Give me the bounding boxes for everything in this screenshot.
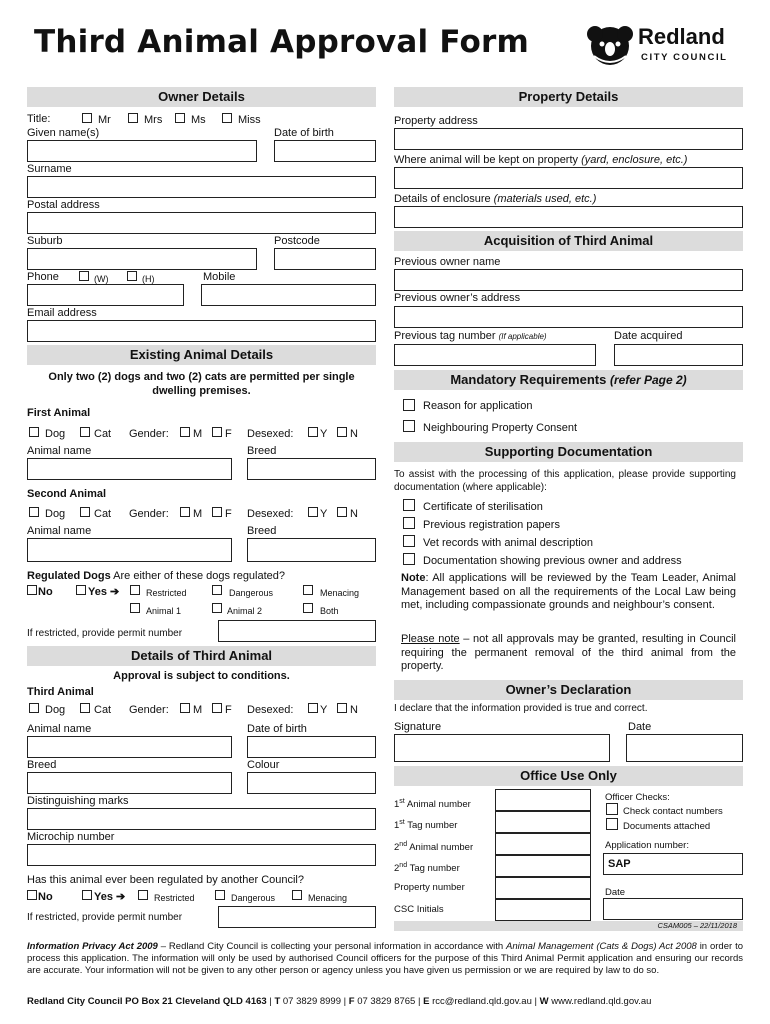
postcode-label: Postcode [274, 235, 320, 247]
regulated-animal1-checkbox[interactable] [130, 603, 140, 613]
privacy-text-1: – Redland City Council is collecting your personal information in accordance with [157, 941, 507, 952]
mandatory-heading [394, 370, 743, 390]
declaration-date-label: Date [628, 721, 652, 733]
third-gender-label: Gender: [129, 704, 169, 716]
title-ms-checkbox[interactable] [175, 113, 185, 123]
office-animal2-label [394, 838, 473, 854]
sap-field[interactable] [603, 853, 743, 875]
regulated-yes-label: Yes ➔ [88, 586, 120, 598]
existing-permit-label: If restricted, provide permit number [27, 628, 183, 639]
first-desexed-yes-checkbox[interactable] [308, 427, 318, 437]
second-female-checkbox[interactable] [212, 507, 222, 517]
date-acquired-field[interactable] [614, 344, 743, 366]
property-address-field[interactable] [394, 128, 743, 150]
second-dog-checkbox[interactable] [29, 507, 39, 517]
title-mrs-checkbox[interactable] [128, 113, 138, 123]
phone-field[interactable] [27, 284, 184, 306]
third-desexed-yes-label: Y [320, 704, 328, 716]
approval-note [401, 633, 736, 674]
prev-tag-label [394, 330, 547, 343]
office-animal2-field[interactable] [495, 833, 591, 855]
vet-records-checkbox[interactable] [403, 535, 415, 547]
third-dangerous-label: Dangerous [231, 893, 276, 903]
regulated-no-checkbox[interactable] [27, 585, 37, 595]
title-mrs-label: Mrs [144, 114, 163, 126]
owner-details-heading: Owner Details [27, 87, 376, 107]
third-colour-label: Colour [247, 759, 280, 771]
third-regulated-no-label: No [38, 891, 53, 903]
office-animal1-num: 1 [394, 799, 400, 811]
first-breed-label: Breed [247, 445, 277, 457]
second-animal-heading: Second Animal [27, 488, 107, 500]
third-colour-field[interactable] [247, 772, 376, 794]
third-restricted-checkbox[interactable] [138, 890, 148, 900]
existing-animal-heading: Existing Animal Details [27, 345, 376, 365]
office-date-field[interactable] [603, 898, 743, 920]
office-animal1-field[interactable] [495, 789, 591, 811]
officer-checks-label: Officer Checks: [605, 792, 670, 803]
office-animal1-sup: st [399, 798, 405, 805]
third-desexed-label: Desexed: [247, 704, 294, 716]
third-restricted-label: Restricted [154, 893, 195, 903]
regulated-animal2-label: Animal 2 [227, 606, 263, 616]
regulated-dogs-label: Regulated Dogs [27, 570, 111, 582]
third-male-checkbox[interactable] [180, 703, 190, 713]
regulated-dogs-text: Are either of these dogs regulated? [110, 570, 286, 582]
footer-fax-label: F [348, 996, 355, 1007]
third-animal-heading: Details of Third Animal [27, 646, 376, 666]
prev-tag-field[interactable] [394, 344, 596, 366]
regulated-menacing-checkbox[interactable] [303, 585, 313, 595]
first-gender-label: Gender: [129, 428, 169, 440]
prev-tag-label-text: Previous tag number [394, 330, 499, 342]
phone-home-label: (H) [142, 274, 155, 284]
email-label: Email address [27, 307, 97, 319]
second-desexed-yes-checkbox[interactable] [308, 507, 318, 517]
existing-animal-note: Only two (2) dogs and two (2) cats are permitted per single dwelling premises. [48, 371, 355, 397]
enclosure-label [394, 193, 596, 206]
sap-text: SAP [608, 858, 631, 870]
second-cat-label: Cat [94, 508, 112, 520]
contact-line [27, 996, 651, 1007]
second-desexed-label: Desexed: [247, 508, 294, 520]
mandatory-heading-text: Mandatory Requirements [450, 372, 610, 387]
neighbour-consent-checkbox[interactable] [403, 420, 415, 432]
neighbour-consent-label: Neighbouring Property Consent [423, 422, 578, 434]
office-animal2-num: 2 [394, 842, 400, 854]
third-breed-field[interactable] [27, 772, 232, 794]
third-breed-label: Breed [27, 759, 57, 771]
signature-field[interactable] [394, 734, 610, 762]
office-animal2-text: Animal number [409, 842, 474, 854]
enclosure-label-text: Details of enclosure [394, 193, 494, 205]
page-title: Third Animal Approval Form [34, 24, 529, 60]
regulated-animal1-label: Animal 1 [146, 606, 182, 616]
first-desexed-label: Desexed: [247, 428, 294, 440]
owner-dob-field[interactable] [274, 140, 376, 162]
regulated-both-checkbox[interactable] [303, 603, 313, 613]
first-desexed-yes-label: Y [320, 428, 328, 440]
review-note-label: Note [401, 572, 426, 584]
enclosure-field[interactable] [394, 206, 743, 228]
second-desexed-no-label: N [350, 508, 358, 520]
office-tag1-sup: st [399, 819, 405, 826]
declaration-text: I declare that the information provided is true and correct. [394, 703, 648, 714]
second-breed-field[interactable] [247, 538, 376, 562]
title-ms-label: Ms [191, 114, 206, 126]
second-breed-label: Breed [247, 525, 277, 537]
second-gender-label: Gender: [129, 508, 169, 520]
regulated-restricted-checkbox[interactable] [130, 585, 140, 595]
privacy-act-2: Animal Management (Cats & Dogs) Act 2008 [506, 941, 697, 952]
prev-owner-name-label: Previous owner name [394, 256, 501, 268]
office-animal2-sup: nd [399, 841, 408, 848]
third-dangerous-checkbox[interactable] [215, 890, 225, 900]
third-desexed-yes-checkbox[interactable] [308, 703, 318, 713]
regulated-dangerous-label: Dangerous [229, 588, 274, 598]
footer-email-label: E [423, 996, 430, 1007]
footer-sep-2: | [341, 996, 349, 1007]
footer-sep-1: | [266, 996, 275, 1007]
phone-label: Phone [27, 271, 59, 283]
mobile-label: Mobile [203, 271, 236, 283]
second-desexed-yes-label: Y [320, 508, 328, 520]
koala-logo-icon [586, 22, 634, 68]
third-male-label: M [193, 704, 203, 716]
postal-address-label: Postal address [27, 199, 100, 211]
reason-label: Reason for application [423, 400, 533, 412]
privacy-statement [27, 941, 743, 977]
footer-fax: 07 3829 8765 [354, 996, 416, 1007]
regulated-both-label: Both [320, 606, 339, 616]
owner-dob-label: Date of birth [274, 127, 334, 139]
first-female-label: F [225, 428, 232, 440]
office-tag2-label [394, 859, 460, 875]
review-note-text: : All applications will be reviewed by the Team Leader, Animal Management based on all the requirements of the Local Law being met, including compassionate grounds and neighbour’s consent. [401, 572, 736, 611]
documents-attached-label: Documents attached [623, 821, 711, 832]
sterilisation-label: Certificate of sterilisation [423, 501, 543, 513]
reason-checkbox[interactable] [403, 399, 415, 411]
second-male-label: M [193, 508, 203, 520]
email-field[interactable] [27, 320, 376, 342]
title-mr-label: Mr [98, 114, 111, 126]
prev-tag-label-hint: (If applicable) [498, 332, 547, 341]
footer-sep-4: | [531, 996, 540, 1007]
regulated-no-label: No [38, 586, 53, 598]
regulated-dangerous-checkbox[interactable] [212, 585, 222, 595]
office-csc-field[interactable] [495, 899, 591, 921]
form-code-bar [394, 921, 743, 931]
third-female-checkbox[interactable] [212, 703, 222, 713]
first-animal-name-label: Animal name [27, 445, 92, 457]
vet-records-label: Vet records with animal description [423, 537, 593, 549]
regulated-animal2-checkbox[interactable] [212, 603, 222, 613]
office-tag1-text: Tag number [407, 820, 458, 832]
kept-label-hint: (yard, enclosure, etc.) [581, 154, 688, 166]
second-animal-name-label: Animal name [27, 525, 92, 537]
third-desexed-no-checkbox[interactable] [337, 703, 347, 713]
surname-label: Surname [27, 163, 72, 175]
application-number-label: Application number: [605, 840, 689, 851]
first-dog-label: Dog [45, 428, 66, 440]
office-tag1-num: 1 [394, 820, 400, 832]
office-animal1-label [394, 795, 471, 811]
check-contacts-label: Check contact numbers [623, 806, 723, 817]
existing-permit-field[interactable] [218, 620, 376, 642]
office-tag1-field[interactable] [495, 811, 591, 833]
mandatory-heading-hint: (refer Page 2) [609, 373, 687, 387]
office-property-field[interactable] [495, 877, 591, 899]
third-menacing-checkbox[interactable] [292, 890, 302, 900]
first-female-checkbox[interactable] [212, 427, 222, 437]
second-male-checkbox[interactable] [180, 507, 190, 517]
prev-owner-docs-checkbox[interactable] [403, 553, 415, 565]
second-cat-checkbox[interactable] [80, 507, 90, 517]
mobile-field[interactable] [201, 284, 376, 306]
regulated-yes-checkbox[interactable] [76, 585, 86, 595]
postal-address-field[interactable] [27, 212, 376, 234]
third-cat-label: Cat [94, 704, 112, 716]
third-permit-label: If restricted, provide permit number [27, 912, 183, 923]
distinguishing-marks-label: Distinguishing marks [27, 795, 129, 807]
first-cat-checkbox[interactable] [80, 427, 90, 437]
third-desexed-no-label: N [350, 704, 358, 716]
suburb-label: Suburb [27, 235, 63, 247]
office-tag1-label [394, 816, 457, 832]
first-male-checkbox[interactable] [180, 427, 190, 437]
signature-label: Signature [394, 721, 442, 733]
declaration-date-field[interactable] [626, 734, 743, 762]
kept-field[interactable] [394, 167, 743, 189]
acquisition-heading: Acquisition of Third Animal [394, 231, 743, 251]
prev-owner-name-field[interactable] [394, 269, 743, 291]
second-desexed-no-checkbox[interactable] [337, 507, 347, 517]
sterilisation-checkbox[interactable] [403, 499, 415, 511]
third-dob-field[interactable] [247, 736, 376, 758]
third-menacing-label: Menacing [308, 893, 348, 903]
third-animal-name-field[interactable] [27, 736, 232, 758]
microchip-label: Microchip number [27, 831, 115, 843]
office-date-label: Date [605, 887, 626, 898]
first-breed-field[interactable] [247, 458, 376, 480]
third-regulated-no-checkbox[interactable] [27, 890, 37, 900]
documents-attached-checkbox[interactable] [606, 818, 618, 830]
suburb-field[interactable] [27, 248, 257, 270]
footer-phone-label: T [274, 996, 281, 1007]
third-animal-note: Approval is subject to conditions. [113, 670, 290, 682]
privacy-act: Information Privacy Act 2009 [27, 941, 158, 952]
property-details-heading: Property Details [394, 87, 743, 107]
privacy-text-2: in order to process this application. The information will only be used by authorised Council officers for the purpose of this Third Animal Permit application and ensuring our records are accurate. Your information will not be given to any other person or agency unless you have given us permission or we are required by law to do so. [27, 941, 743, 976]
phone-work-label: (W) [94, 274, 109, 284]
phone-work-checkbox[interactable] [79, 271, 89, 281]
microchip-field[interactable] [27, 844, 376, 866]
second-dog-label: Dog [45, 508, 66, 520]
regulated-dogs-question [27, 570, 285, 583]
third-animal-subheading: Third Animal [27, 686, 94, 698]
first-cat-label: Cat [94, 428, 112, 440]
third-regulated-yes-checkbox[interactable] [82, 890, 92, 900]
supporting-heading: Supporting Documentation [394, 442, 743, 462]
first-animal-heading: First Animal [27, 407, 91, 419]
first-desexed-no-checkbox[interactable] [337, 427, 347, 437]
approval-note-label: Please note [401, 633, 460, 645]
third-dog-label: Dog [45, 704, 66, 716]
office-animal1-text: Animal number [406, 799, 471, 811]
given-names-field[interactable] [27, 140, 257, 162]
office-tag2-sup: nd [399, 862, 408, 869]
registration-label: Previous registration papers [423, 519, 560, 531]
prev-owner-address-field[interactable] [394, 306, 743, 328]
third-cat-checkbox[interactable] [80, 703, 90, 713]
title-miss-label: Miss [238, 114, 261, 126]
title-mr-checkbox[interactable] [82, 113, 92, 123]
office-property-label: Property number [394, 882, 465, 893]
office-tag2-field[interactable] [495, 855, 591, 877]
office-tag2-text: Tag number [409, 863, 460, 875]
approval-note-text: – not all approvals may be granted, resulting in Council requiring the permanent removal of the third animal from the property. [401, 633, 736, 672]
council-logo [586, 22, 746, 68]
logo-redland: Redland [638, 24, 725, 49]
footer-phone: 07 3829 8999 [280, 996, 342, 1007]
first-male-label: M [193, 428, 203, 440]
prev-owner-address-label: Previous owner’s address [394, 292, 521, 304]
declaration-heading: Owner’s Declaration [394, 680, 743, 700]
first-desexed-no-label: N [350, 428, 358, 440]
footer-website-link[interactable]: www.redland.qld.gov.au [548, 996, 652, 1007]
office-use-heading: Office Use Only [394, 766, 743, 786]
third-regulated-question: Has this animal ever been regulated by another Council? [27, 874, 304, 886]
office-tag2-num: 2 [394, 863, 400, 875]
review-note [401, 572, 736, 613]
title-label: Title: [27, 113, 51, 125]
first-animal-name-field[interactable] [27, 458, 232, 480]
form-code: CSAM005 – 22/11/2018 [657, 921, 737, 930]
surname-field[interactable] [27, 176, 376, 198]
postcode-field[interactable] [274, 248, 376, 270]
footer-web-label: W [539, 996, 549, 1007]
date-acquired-label: Date acquired [614, 330, 683, 342]
third-permit-field[interactable] [218, 906, 376, 928]
footer-sep-3: | [415, 996, 424, 1007]
third-dob-label: Date of birth [247, 723, 307, 735]
third-regulated-yes-label: Yes ➔ [94, 891, 126, 903]
third-dog-checkbox[interactable] [29, 703, 39, 713]
regulated-restricted-label: Restricted [146, 588, 187, 598]
distinguishing-marks-field[interactable] [27, 808, 376, 830]
given-names-label: Given name(s) [27, 127, 100, 139]
title-miss-checkbox[interactable] [222, 113, 232, 123]
check-contacts-checkbox[interactable] [606, 803, 618, 815]
second-animal-name-field[interactable] [27, 538, 232, 562]
second-female-label: F [225, 508, 232, 520]
first-dog-checkbox[interactable] [29, 427, 39, 437]
office-csc-label: CSC Initials [394, 904, 444, 915]
property-address-label: Property address [394, 115, 478, 127]
kept-label-text: Where animal will be kept on property [394, 154, 582, 166]
enclosure-label-hint: (materials used, etc.) [493, 193, 597, 205]
logo-city-council: CITY COUNCIL [641, 52, 728, 63]
kept-label [394, 154, 687, 167]
registration-checkbox[interactable] [403, 517, 415, 529]
footer-address: Redland City Council PO Box 21 Cleveland QLD 4163 [27, 996, 267, 1007]
third-female-label: F [225, 704, 232, 716]
supporting-intro: To assist with the processing of this application, please provide supporting documentation (where applicable): [394, 469, 736, 493]
prev-owner-docs-label: Documentation showing previous owner and address [423, 555, 682, 567]
footer-email-link[interactable]: rcc@redland.qld.gov.au [429, 996, 532, 1007]
phone-home-checkbox[interactable] [127, 271, 137, 281]
regulated-menacing-label: Menacing [320, 588, 360, 598]
third-animal-name-label: Animal name [27, 723, 92, 735]
